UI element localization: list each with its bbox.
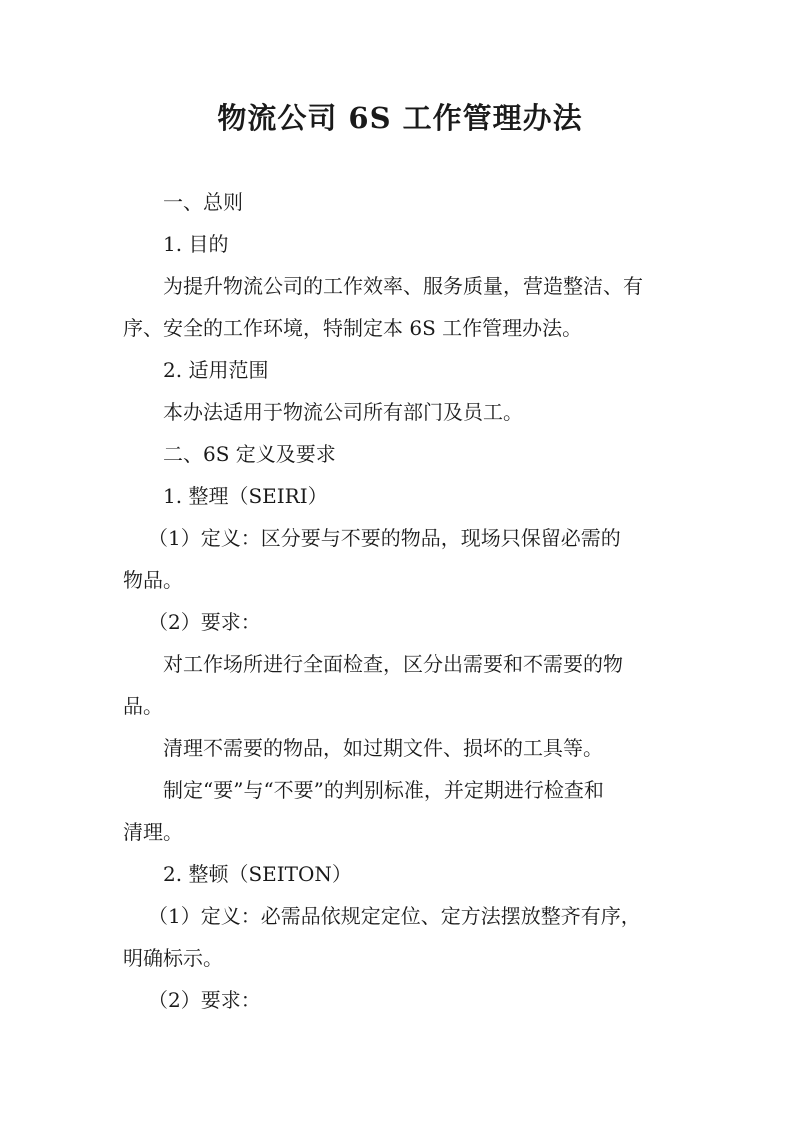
paragraph-purpose-line-1: 为提升物流公司的工作效率、服务质量，营造整洁、有: [163, 274, 643, 298]
label-seiton-requirements: （2）要求：: [148, 988, 261, 1012]
subheading-seiri: 1. 整理（SEIRI）: [163, 484, 328, 508]
subheading-purpose: 1. 目的: [163, 232, 229, 256]
paragraph-purpose-line-2: 序、安全的工作环境，特制定本 6S 工作管理办法。: [123, 316, 583, 340]
section-heading-6s-definitions: 二、6S 定义及要求: [163, 442, 336, 466]
paragraph-seiri-req-1-line-2: 品。: [123, 694, 163, 718]
document-title: 物流公司 6S 工作管理办法: [217, 101, 583, 135]
paragraph-seiton-definition-line-1: （1）定义：必需品依规定定位、定方法摆放整齐有序，: [148, 904, 641, 928]
paragraph-seiri-req-3-line-1: 制定“要”与“不要”的判别标准，并定期进行检查和: [163, 778, 604, 802]
paragraph-seiri-req-1-line-1: 对工作场所进行全面检查，区分出需要和不需要的物: [163, 652, 623, 676]
paragraph-seiton-definition-line-2: 明确标示。: [123, 946, 223, 970]
paragraph-seiri-definition-line-1: （1）定义：区分要与不要的物品，现场只保留必需的: [148, 526, 621, 550]
subheading-scope: 2. 适用范围: [163, 358, 269, 382]
paragraph-seiri-definition-line-2: 物品。: [123, 568, 183, 592]
paragraph-seiri-req-3-line-2: 清理。: [123, 820, 183, 844]
label-seiri-requirements: （2）要求：: [148, 610, 261, 634]
paragraph-scope: 本办法适用于物流公司所有部门及员工。: [163, 400, 523, 424]
section-heading-general: 一、总则: [163, 190, 243, 214]
subheading-seiton: 2. 整顿（SEITON）: [163, 862, 352, 886]
paragraph-seiri-req-2: 清理不需要的物品，如过期文件、损坏的工具等。: [163, 736, 603, 760]
